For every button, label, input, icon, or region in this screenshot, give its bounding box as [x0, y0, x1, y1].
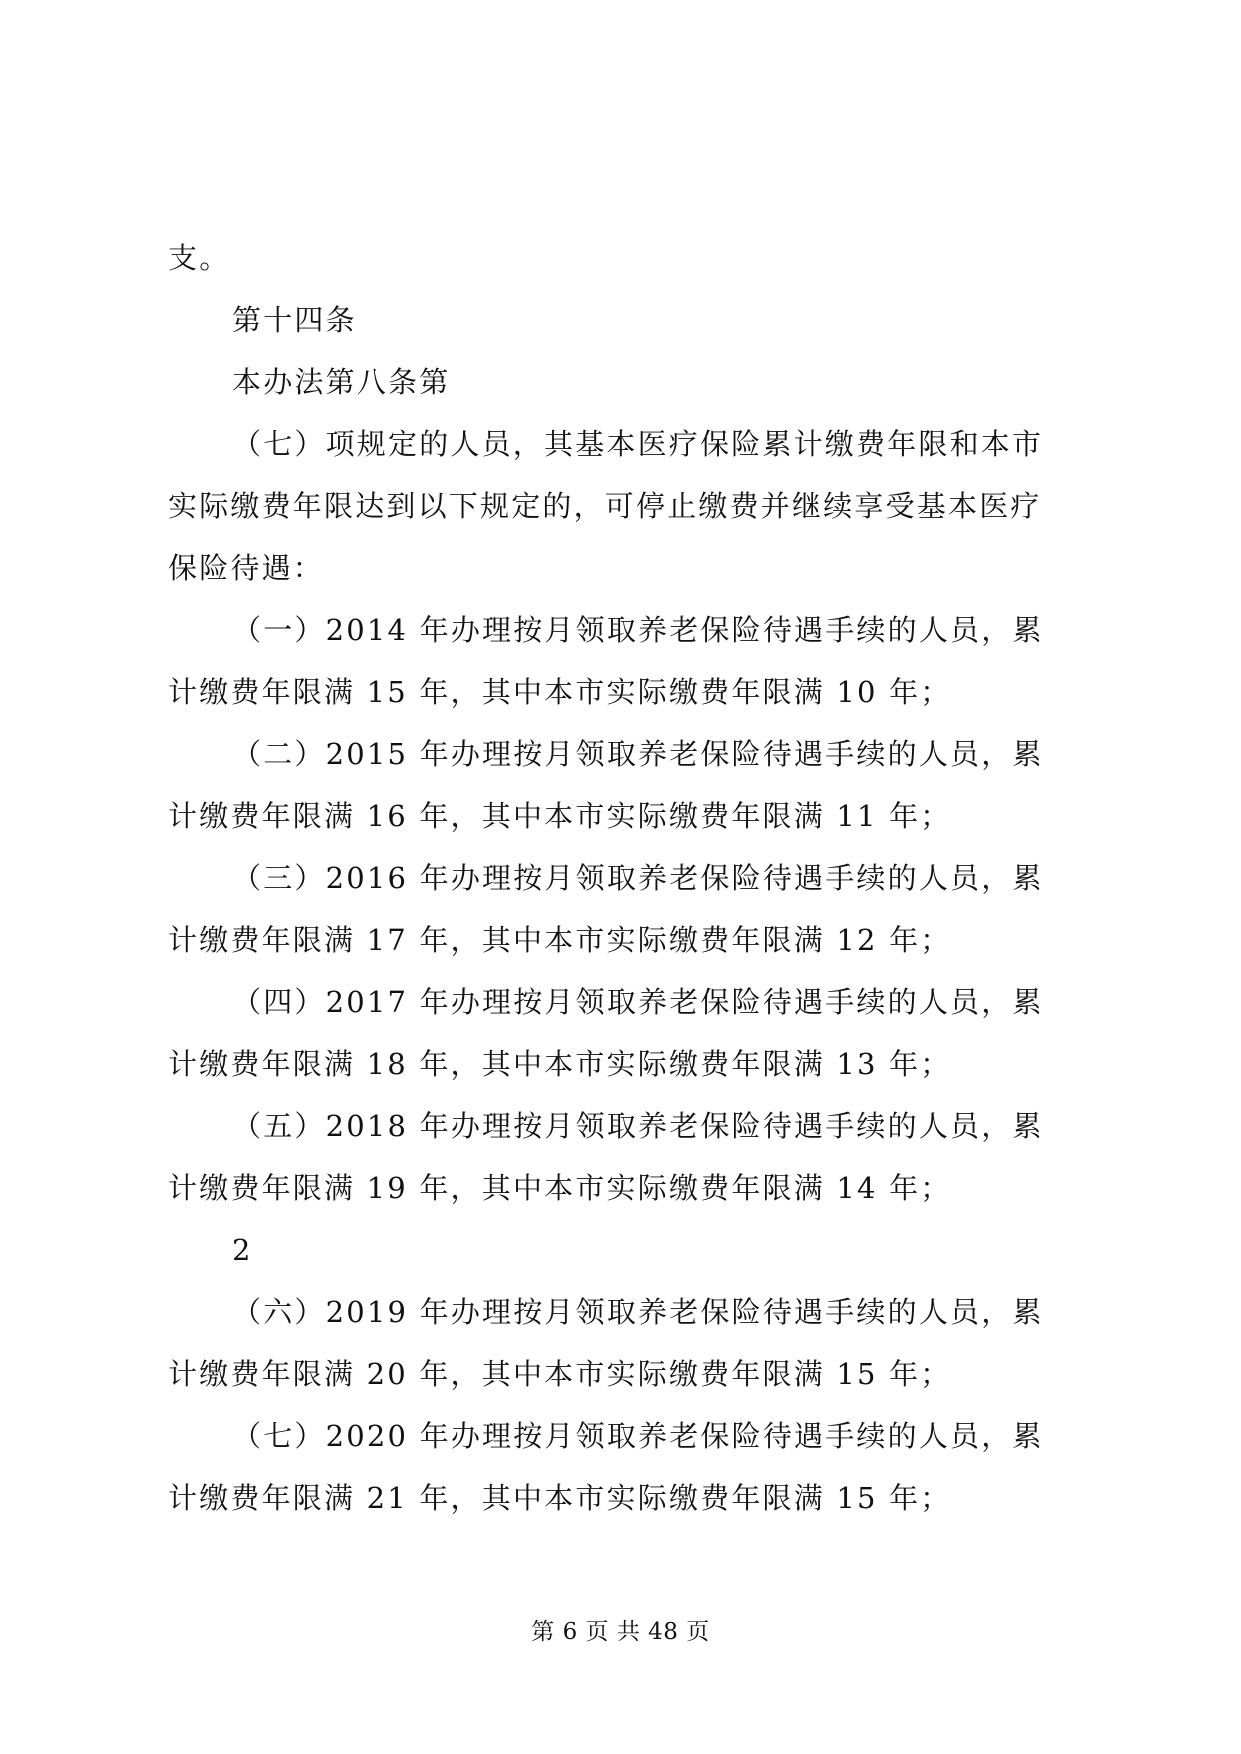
text-line: （七）项规定的人员，其基本医疗保险累计缴费年限和本市: [232, 427, 1044, 461]
list-item-continuation: 计缴费年限满 16 年，其中本市实际缴费年限满 11 年；: [168, 799, 952, 833]
list-item: （七）2020 年办理按月领取养老保险待遇手续的人员，累: [232, 1419, 1044, 1453]
inline-page-number: 2: [232, 1233, 253, 1267]
text-line: 实际缴费年限达到以下规定的，可停止缴费并继续享受基本医疗: [168, 489, 1042, 523]
list-item-continuation: 计缴费年限满 18 年，其中本市实际缴费年限满 13 年；: [168, 1047, 952, 1081]
article-heading: 第十四条: [232, 303, 357, 337]
text-line: 支。: [168, 241, 231, 275]
list-item-continuation: 计缴费年限满 20 年，其中本市实际缴费年限满 15 年；: [168, 1357, 952, 1391]
text-line: 保险待遇：: [168, 551, 325, 585]
list-item: （三）2016 年办理按月领取养老保险待遇手续的人员，累: [232, 861, 1044, 895]
list-item: （五）2018 年办理按月领取养老保险待遇手续的人员，累: [232, 1109, 1044, 1143]
list-item-continuation: 计缴费年限满 19 年，其中本市实际缴费年限满 14 年；: [168, 1171, 952, 1205]
list-item: （一）2014 年办理按月领取养老保险待遇手续的人员，累: [232, 613, 1044, 647]
list-item-continuation: 计缴费年限满 15 年，其中本市实际缴费年限满 10 年；: [168, 675, 952, 709]
list-item: （六）2019 年办理按月领取养老保险待遇手续的人员，累: [232, 1295, 1044, 1329]
text-line: 本办法第八条第: [232, 365, 451, 399]
list-item: （四）2017 年办理按月领取养老保险待遇手续的人员，累: [232, 985, 1044, 1019]
list-item-continuation: 计缴费年限满 17 年，其中本市实际缴费年限满 12 年；: [168, 923, 952, 957]
list-item-continuation: 计缴费年限满 21 年，其中本市实际缴费年限满 15 年；: [168, 1481, 952, 1515]
list-item: （二）2015 年办理按月领取养老保险待遇手续的人员，累: [232, 737, 1044, 771]
page-footer: 第 6 页 共 48 页: [531, 1619, 710, 1645]
